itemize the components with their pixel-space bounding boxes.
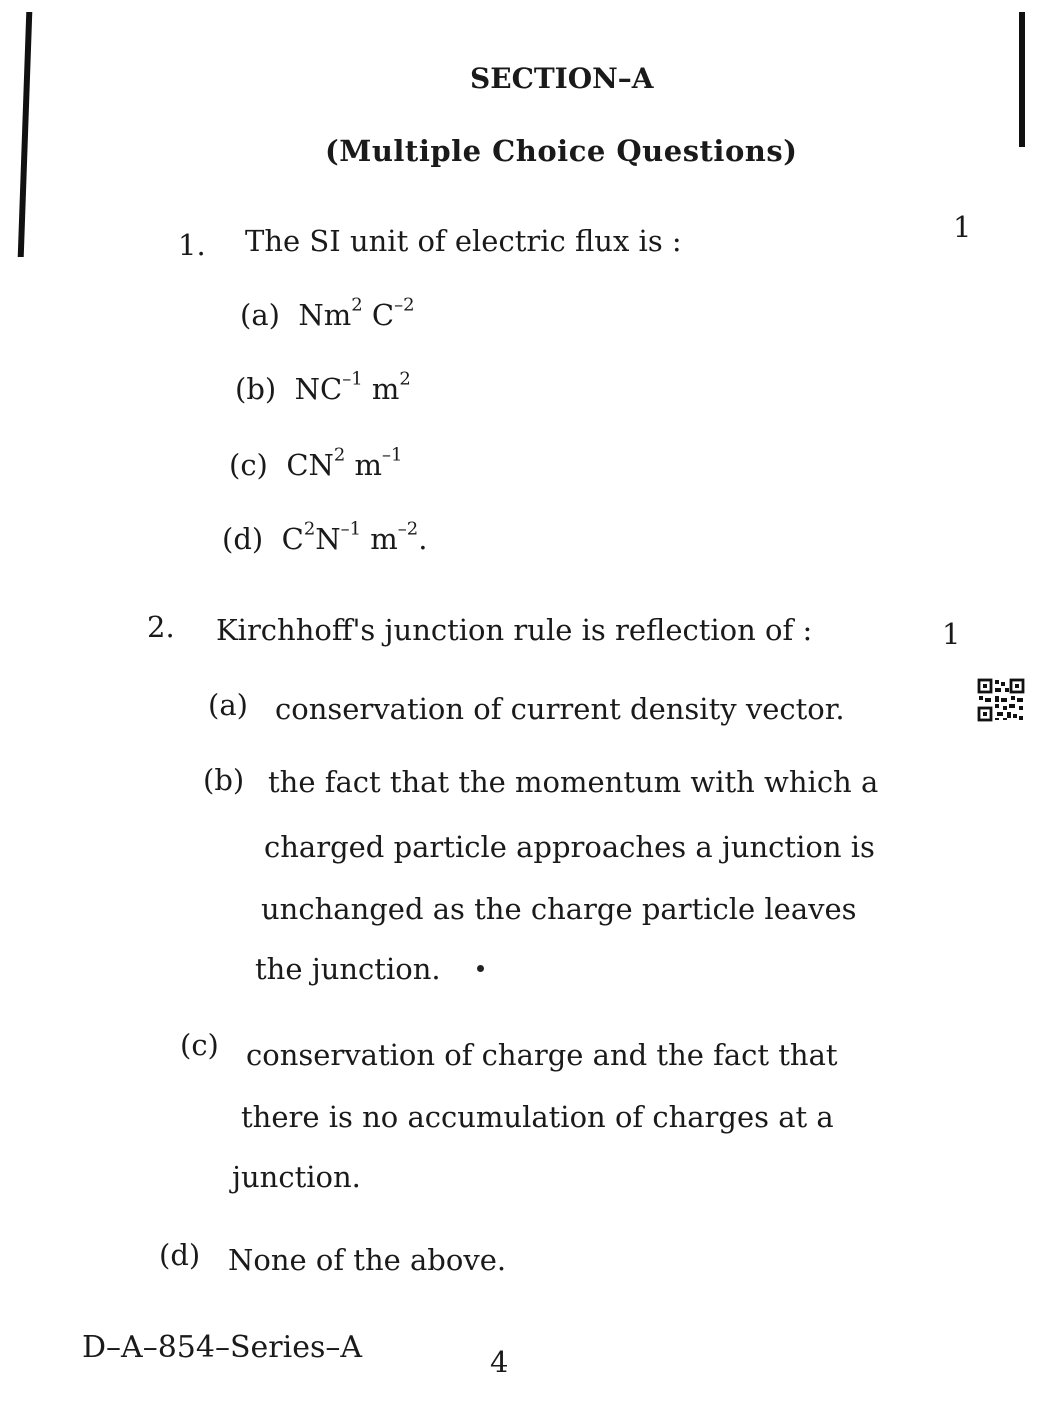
section-title: SECTION–A [470,62,654,95]
option-label: (b) [203,763,245,797]
option-c [180,1028,219,1062]
unit-exponent: –2 [397,518,419,540]
qr-code-icon [977,678,1025,722]
option-d-text: None of the above. [228,1243,507,1277]
option-label: (d) [222,522,264,556]
unit-exponent: –1 [342,368,363,390]
scan-edge-left [18,12,33,257]
option-label: (a) [208,688,248,722]
option-b-line: unchanged as the charge particle leaves [261,892,857,926]
unit-part: C [281,522,304,556]
unit-exponent: –1 [382,444,403,466]
scan-edge-right [1019,12,1025,147]
unit-part: Nm [298,298,352,332]
question-marks: 1 [953,210,972,244]
unit-part: N [315,522,341,556]
option-a [208,688,248,722]
stray-dot [477,965,484,972]
question-number: 2. [147,610,175,644]
option-label: (d) [159,1238,201,1272]
option-c [229,444,403,482]
option-c-line: junction. [232,1160,361,1194]
section-subtitle: (Multiple Choice Questions) [325,134,798,168]
paper-code: D–A–854–Series–A [82,1330,363,1365]
option-c-line: there is no accumulation of charges at a [241,1100,834,1134]
unit-part: m [361,522,398,556]
question-marks: 1 [942,617,961,651]
unit-exponent: 2 [351,294,363,316]
option-label: (a) [240,298,280,332]
option-b-line: charged particle approaches a junction is [264,830,875,864]
unit-part: m [362,372,400,406]
question-text: Kirchhoff's junction rule is reflection of : [216,613,813,647]
unit-exponent: 2 [303,518,316,540]
option-a-text: conservation of current density vector. [275,692,845,726]
unit-exponent: –1 [340,518,362,540]
page-number: 4 [490,1345,509,1379]
option-c-line: conservation of charge and the fact that [246,1038,838,1072]
option-label: (b) [235,372,277,406]
question-number: 1. [178,228,206,262]
option-b [203,763,244,797]
unit-part: m [345,448,383,482]
unit-end: . [418,522,428,556]
unit-exponent: 2 [333,444,346,466]
option-d [222,518,428,556]
option-label: (c) [229,448,268,482]
question-text: The SI unit of electric flux is : [245,224,682,258]
unit-part: CN [286,448,334,482]
option-b-line: the junction. [255,952,441,986]
unit-part: C [362,298,395,332]
unit-exponent: 2 [399,368,411,390]
option-label: (c) [180,1028,219,1062]
unit-part: NC [294,372,343,406]
option-b-line: the fact that the momentum with which a [268,765,879,799]
option-a [240,294,415,332]
option-d [159,1238,200,1272]
unit-exponent: –2 [394,294,415,316]
option-b [235,368,411,406]
